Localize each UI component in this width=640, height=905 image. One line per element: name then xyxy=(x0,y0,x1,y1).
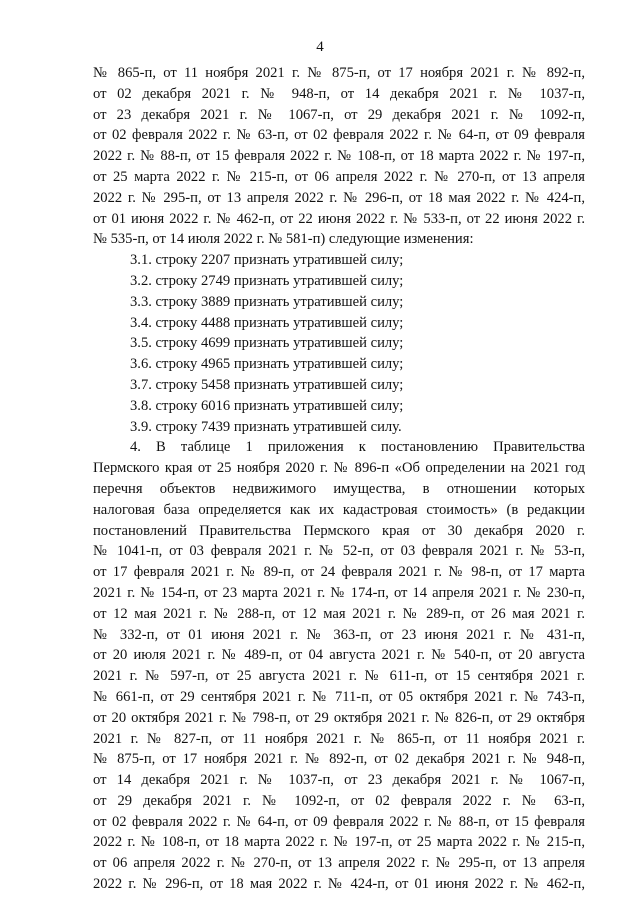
text-line: от 17 февраля 2021 г. № 89-п, от 24 февраля 2021 г. № 98-п, от 17 марта xyxy=(93,564,585,581)
list-item: 3.7. строку 5458 признать утратившей силу; xyxy=(130,376,404,393)
text-line: 2021 г. № 597-п, от 25 августа 2021 г. № 611-п, от 15 сентября 2021 г. xyxy=(93,668,585,685)
text-line: 4. В таблице 1 приложения к постановлению Правительства xyxy=(130,439,585,456)
list-item: 3.9. строку 7439 признать утратившей силу. xyxy=(130,418,402,435)
paragraph-4 xyxy=(93,437,585,895)
text-line: 2022 г. № 108-п, от 18 марта 2022 г. № 197-п, от 25 марта 2022 г. № 215-п, xyxy=(93,834,585,851)
text-line: налоговая база определяется как их кадастровая стоимость» (в редакции xyxy=(93,501,585,518)
list-item: 3.2. строку 2749 признать утратившей силу; xyxy=(130,272,404,289)
list-item: 3.4. строку 4488 признать утратившей силу; xyxy=(130,314,404,331)
text-line: № 332-п, от 01 июня 2021 г. № 363-п, от 23 июня 2021 г. № 431-п, xyxy=(93,626,585,643)
list-item: 3.3. строку 3889 признать утратившей силу; xyxy=(130,293,404,310)
text-line: 2022 г. № 88-п, от 15 февраля 2022 г. № 108-п, от 18 марта 2022 г. № 197-п, xyxy=(93,148,585,165)
text-line: перечня объектов недвижимого имущества, в отношении которых xyxy=(93,480,585,497)
text-line: 2022 г. № 296-п, от 18 мая 2022 г. № 424-п, от 01 июня 2022 г. № 462-п, xyxy=(93,876,585,893)
text-line: от 29 декабря 2021 г. № 1092-п, от 02 февраля 2022 г. № 63-п, xyxy=(93,792,585,809)
text-line: № 875-п, от 17 ноября 2021 г. № 892-п, от 02 декабря 2021 г. № 948-п, xyxy=(93,751,585,768)
list-item: 3.5. строку 4699 признать утратившей силу; xyxy=(130,335,404,352)
paragraph-3-continuation xyxy=(93,63,585,250)
text-line: постановлений Правительства Пермского края от 30 декабря 2020 г. xyxy=(93,522,585,539)
text-line: от 06 апреля 2022 г. № 270-п, от 13 апреля 2022 г. № 295-п, от 13 апреля xyxy=(93,855,585,872)
text-line: 2021 г. № 154-п, от 23 марта 2021 г. № 174-п, от 14 апреля 2021 г. № 230-п, xyxy=(93,584,585,601)
text-line: от 23 декабря 2021 г. № 1067-п, от 29 декабря 2021 г. № 1092-п, xyxy=(93,106,585,123)
amendment-list xyxy=(93,250,585,437)
text-line: № 661-п, от 29 сентября 2021 г. № 711-п, от 05 октября 2021 г. № 743-п, xyxy=(93,688,585,705)
text-line: № 865-п, от 11 ноября 2021 г. № 875-п, от 17 ноября 2021 г. № 892-п, xyxy=(93,65,585,81)
text-line: 2022 г. № 295-п, от 13 апреля 2022 г. № 296-п, от 18 мая 2022 г. № 424-п, xyxy=(93,189,585,206)
page-number: 4 xyxy=(316,39,324,55)
text-line: от 25 марта 2022 г. № 215-п, от 06 апреля 2022 г. № 270-п, от 13 апреля xyxy=(93,168,585,185)
text-line: от 02 февраля 2022 г. № 63-п, от 02 февраля 2022 г. № 64-п, от 09 февраля xyxy=(93,127,585,144)
document-body xyxy=(93,63,585,895)
text-line: от 02 декабря 2021 г. № 948-п, от 14 декабря 2021 г. № 1037-п, xyxy=(93,85,585,102)
text-line: № 1041-п, от 03 февраля 2021 г. № 52-п, от 03 февраля 2021 г. № 53-п, xyxy=(93,543,585,560)
text-line: Пермского края от 25 ноября 2020 г. № 896-п «Об определении на 2021 год xyxy=(93,460,585,477)
text-line: от 12 мая 2021 г. № 288-п, от 12 мая 2021 г. № 289-п, от 26 мая 2021 г. xyxy=(93,605,585,622)
list-item: 3.8. строку 6016 признать утратившей силу; xyxy=(130,397,404,414)
text-line: от 01 июня 2022 г. № 462-п, от 22 июня 2022 г. № 533-п, от 22 июня 2022 г. xyxy=(93,210,585,227)
text-line: от 02 февраля 2022 г. № 64-п, от 09 февраля 2022 г. № 88-п, от 15 февраля xyxy=(93,813,585,830)
text-line: 2021 г. № 827-п, от 11 ноября 2021 г. № 865-п, от 11 ноября 2021 г. xyxy=(93,730,585,747)
text-line: от 20 октября 2021 г. № 798-п, от 29 октября 2021 г. № 826-п, от 29 октября xyxy=(93,709,585,726)
text-line: от 20 июля 2021 г. № 489-п, от 04 августа 2021 г. № 540-п, от 20 августа xyxy=(93,647,585,664)
list-item: 3.6. строку 4965 признать утратившей силу; xyxy=(130,356,404,373)
text-line: № 535-п, от 14 июля 2022 г. № 581-п) следующие изменения: xyxy=(93,231,474,248)
list-item: 3.1. строку 2207 признать утратившей силу; xyxy=(130,252,404,269)
text-line: от 14 декабря 2021 г. № 1037-п, от 23 декабря 2021 г. № 1067-п, xyxy=(93,772,585,789)
